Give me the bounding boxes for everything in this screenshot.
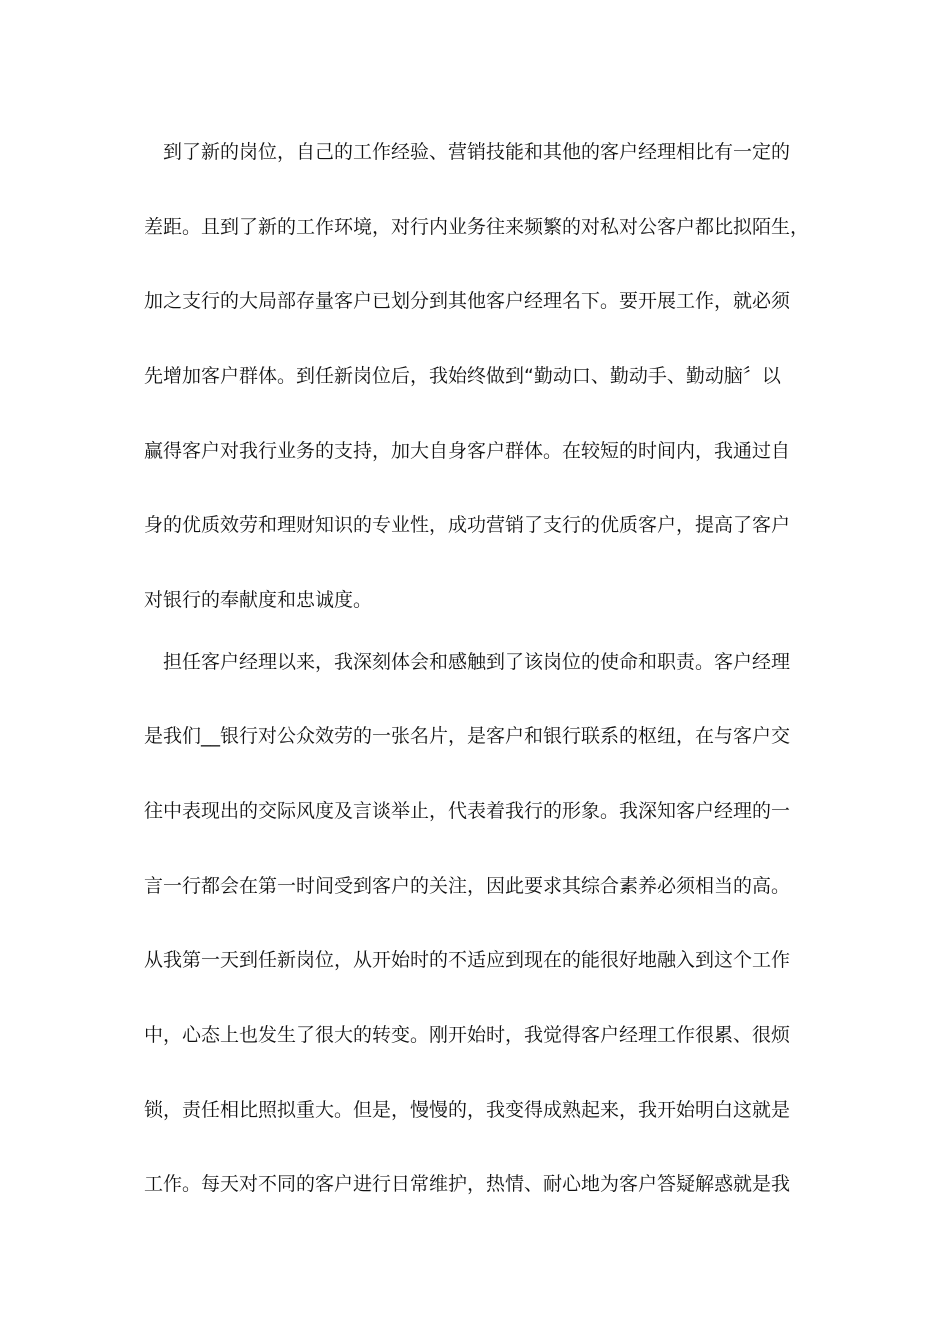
- paragraph-line: 锁，责任相比照拟重大。但是，慢慢的，我变得成熟起来，我开始明白这就是: [144, 1099, 791, 1121]
- paragraph-line: 对银行的奉献度和忠诚度。: [144, 589, 373, 611]
- paragraph-line: 担任客户经理以来，我深刻体会和感触到了该岗位的使命和职责。客户经理: [163, 651, 791, 673]
- paragraph-line: 中，心态上也发生了很大的转变。刚开始时，我觉得客户经理工作很累、很烦: [144, 1024, 791, 1046]
- paragraph-line: 先增加客户群体。到任新岗位后，我始终做到“勤动口、勤动手、勤动脑〞以: [144, 365, 781, 387]
- paragraph-line: 差距。且到了新的工作环境，对行内业务往来频繁的对私对公客户都比拟陌生，: [144, 216, 810, 238]
- paragraph-line: 加之支行的大局部存量客户已划分到其他客户经理名下。要开展工作，就必须: [144, 290, 791, 312]
- paragraph-line: 从我第一天到任新岗位，从开始时的不适应到现在的能很好地融入到这个工作: [144, 949, 791, 971]
- paragraph-line: 是我们__银行对公众效劳的一张名片，是客户和银行联系的枢纽，在与客户交: [144, 725, 791, 747]
- paragraph-line: 身的优质效劳和理财知识的专业性，成功营销了支行的优质客户，提高了客户: [144, 514, 791, 536]
- paragraph-line: 到了新的岗位，自己的工作经验、营销技能和其他的客户经理相比有一定的: [163, 141, 791, 163]
- paragraph-line: 言一行都会在第一时间受到客户的关注，因此要求其综合素养必须相当的高。: [144, 875, 791, 897]
- paragraph-line: 工作。每天对不同的客户进行日常维护，热情、耐心地为客户答疑解惑就是我: [144, 1173, 791, 1195]
- paragraph-line: 赢得客户对我行业务的支持，加大自身客户群体。在较短的时间内，我通过自: [144, 440, 791, 462]
- paragraph-line: 往中表现出的交际风度及言谈举止，代表着我行的形象。我深知客户经理的一: [144, 800, 791, 822]
